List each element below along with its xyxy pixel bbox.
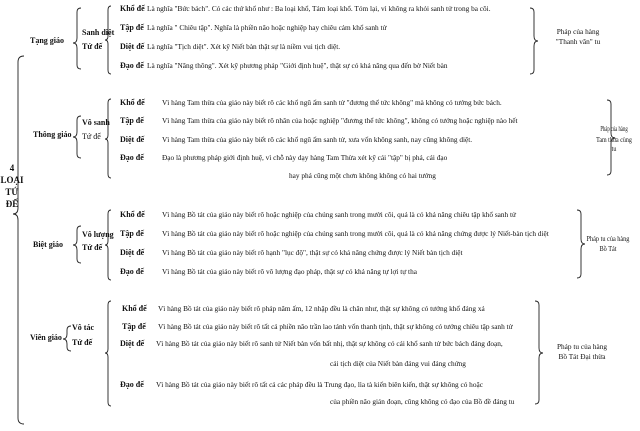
row-text: Vì hàng Bồ tát của giáo này biết rõ vô lượng đạo pháp, thật sự có khả năng tự lợi tự tha bbox=[162, 267, 417, 276]
group1-note: "Thanh văn" tu bbox=[555, 37, 601, 46]
group3-brace bbox=[73, 226, 81, 263]
group1-sub-brace bbox=[105, 6, 111, 74]
row-text: Vì hàng Bồ tát của giáo này biết rõ tất cả phiền não trần lao tánh vốn thanh tịnh, thật sự không có tướng chiêu tập sanh tử bbox=[158, 322, 513, 331]
group3-sub-vo-luong: Vô lượng bbox=[82, 230, 114, 239]
group1-brace bbox=[73, 8, 81, 69]
group1-sub-tu-de: Tứ đế bbox=[82, 42, 103, 51]
row-text-continued: của phiền não gián đoạn, cũng không có đạo của Bồ đề đáng tu bbox=[330, 397, 515, 406]
root-line-loai: LOẠI bbox=[0, 175, 24, 185]
row-label: Đạo đế bbox=[120, 267, 144, 276]
group2-sub-vo-sanh: Vô sanh bbox=[82, 118, 110, 127]
row-text: Vì hàng Tam thừa của giáo này biết rõ nhân của hoặc nghiệp "đương thể tức không", không có tướng hoặc nghiệp nào hết bbox=[162, 116, 518, 125]
group3-note: Bồ Tát bbox=[599, 244, 617, 253]
group4-sub-vo-tac: Vô tác bbox=[72, 323, 94, 332]
group3-note: Pháp tu của hàng bbox=[586, 234, 630, 243]
group4-note: Bồ Tát Đại thừa bbox=[558, 352, 606, 361]
root-brace bbox=[13, 56, 24, 424]
row-label: Tập đế bbox=[120, 116, 144, 125]
group4-note: Pháp tu của hàng bbox=[556, 342, 608, 351]
row-label: Diệt đế bbox=[120, 248, 145, 257]
row-label: Khổ đế bbox=[120, 98, 145, 107]
row-text: Vì hàng Bồ tát của giáo này biết rõ sanh tử Niết bàn vốn bất nhị, thật sự không có cái khổ sanh tử bức bách đáng đoạn, bbox=[156, 339, 503, 348]
group-name-tang-giao: Tạng giáo bbox=[30, 36, 65, 45]
row-text: Vì hàng Bồ tát của giáo này biết rõ hoặc nghiệp của chúng sanh trong mười cõi, quả là có khả năng chiêu tập khổ sanh tử bbox=[162, 210, 517, 219]
row-text-continued: hay phá cũng một chơn không không có hai tướng bbox=[289, 171, 436, 180]
row-label: Diệt đế bbox=[120, 135, 145, 144]
group4-brace bbox=[63, 326, 71, 351]
row-label: Tập đế bbox=[120, 229, 144, 238]
group3-sub-tu-de: Tứ đế bbox=[82, 243, 103, 252]
row-text: Đạo là phương pháp giới định huệ, vì chỗ này dạy hàng Tam Thừa xét kỹ cái "tập" bị phá, cái đạo bbox=[162, 153, 448, 162]
row-label: Tập đế bbox=[120, 23, 144, 32]
group4-sub-tu-de: Tứ đế bbox=[72, 338, 93, 347]
row-text: Là nghĩa "Năng thông". Xét kỹ phương pháp "Giới định huệ", thật sự có khả năng qua đến bờ Niết bàn bbox=[147, 61, 448, 70]
group2-note: Tam thừa cùng tu bbox=[596, 135, 632, 153]
row-text: Là nghĩa "Bức bách". Có các thứ khổ như : Ba loại khổ, Tám loại khổ. Tóm lại, vì không ra khỏi sanh tử trong ba cõi. bbox=[147, 4, 491, 13]
row-label: Đạo đế bbox=[120, 153, 144, 162]
row-label: Khổ đế bbox=[120, 4, 145, 13]
root-line-tu: TỨ bbox=[5, 187, 19, 197]
group2-note: Pháp của hàng bbox=[600, 124, 628, 133]
row-text: Là nghĩa " Chiêu tập". Nghĩa là phiền não hoặc nghiệp hay chiêu cảm khổ sanh tử bbox=[147, 23, 387, 32]
row-label: Tập đế bbox=[122, 322, 146, 331]
group2-sub-tu-de: Tứ đế bbox=[82, 132, 101, 141]
row-text: Vì hàng Bồ tát của giáo này biết rõ pháp năm ấm, 12 nhập đều là chân như, thật sự không có tướng khổ đáng xả bbox=[158, 304, 485, 313]
group2-sub-brace bbox=[105, 99, 111, 178]
row-text: Vì hàng Bồ tát của giáo này biết rõ hoặc nghiệp của chúng sanh trong mười cõi, quả là có khả năng chứng được lý Niết-bàn tịch diệt bbox=[162, 229, 549, 238]
row-text-continued: cái tịch diệt của Niết bàn đáng vui đáng chứng bbox=[330, 359, 466, 368]
row-label: Đạo đế bbox=[120, 380, 144, 389]
group1-note: Pháp của hàng bbox=[556, 27, 600, 36]
group3-sub-brace bbox=[105, 210, 111, 280]
group-name-vien-giao: Viên giáo bbox=[30, 333, 62, 342]
row-text: Vì hàng Bồ tát của giáo này biết rõ tất cả các pháp đều là Trung đạo, lìa tà kiến biên kiến, thật sự không có hoặc bbox=[156, 380, 483, 389]
row-text: Vì hàng Tam thừa của giáo này biết rõ các khổ ngũ ấm sanh tử "đương thể tức không" mà không có tướng bức bách. bbox=[162, 98, 502, 107]
row-text: Là nghĩa "Tịch diệt". Xét kỹ Niết bàn thật sự là niềm vui tịch diệt. bbox=[147, 42, 341, 51]
row-text: Vì hàng Bồ tát của giáo này biết rõ hạnh "lục độ", thật sự có khả năng chứng được lý Niết bàn tịch diệt bbox=[162, 248, 463, 257]
row-label: Khổ đế bbox=[120, 210, 145, 219]
group4-sub-brace bbox=[105, 301, 111, 406]
group4-note-brace bbox=[535, 301, 543, 404]
row-label: Khổ đế bbox=[122, 304, 147, 313]
group1-note-brace bbox=[530, 8, 538, 74]
row-label: Diệt đế bbox=[120, 339, 145, 348]
group-name-thong-giao: Thông giáo bbox=[33, 130, 72, 139]
root-line-de: ĐẾ bbox=[5, 199, 19, 209]
group3-note-brace bbox=[577, 210, 585, 278]
row-text: Vì hàng Tam thừa của giáo này biết rõ các khổ ngũ ấm sanh tử, xưa vốn không sanh, nay cũng không diệt. bbox=[162, 135, 473, 144]
row-label: Đạo đế bbox=[120, 61, 144, 70]
group-name-biet-giao: Biệt giáo bbox=[33, 240, 63, 249]
row-label: Diệt đế bbox=[120, 42, 145, 51]
group2-brace bbox=[73, 116, 81, 158]
group1-sub-sanh-diet: Sanh diệt bbox=[82, 28, 115, 37]
root-number: 4 bbox=[9, 163, 15, 173]
